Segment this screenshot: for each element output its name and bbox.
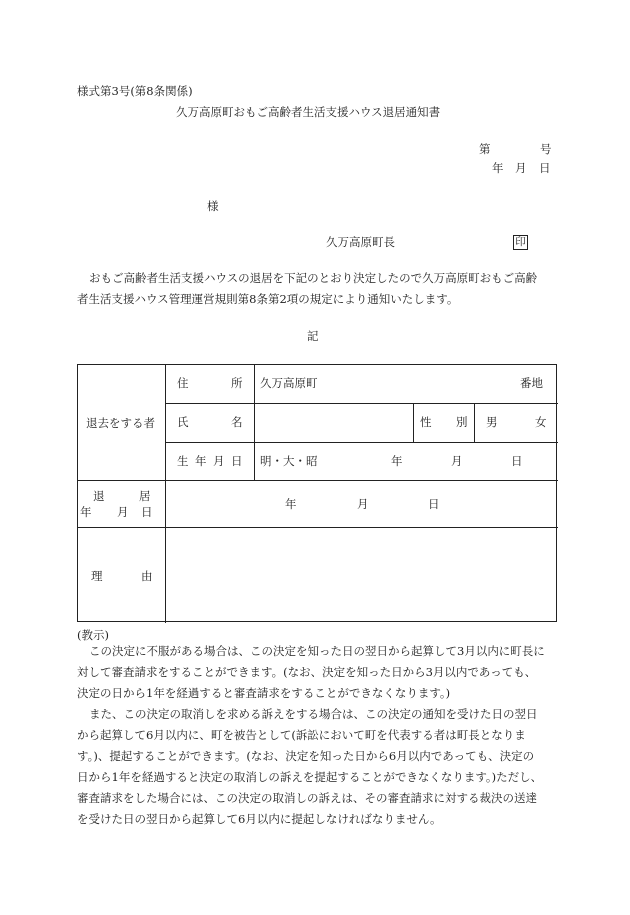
- exit-day: 日: [428, 497, 440, 511]
- sender-name: 久万高原町長: [326, 235, 395, 249]
- address-label: 住: [177, 376, 189, 390]
- document-title: 久万高原町おもご高齢者生活支援ハウス退居通知書: [176, 105, 441, 119]
- exit-year: 年: [285, 497, 297, 511]
- body-line-2: 者生活支援ハウス管理運営規則第8条第2項の規定により通知いたします。: [77, 292, 459, 306]
- exit-label-3: 年: [80, 505, 92, 519]
- notice-line: この決定に不服がある場合は、この決定を知った日の翌日から起算して3月以内に町長に: [89, 644, 545, 658]
- name-label-1: 氏: [177, 415, 189, 429]
- notice-line: 対して審査請求をすることができます。(なお、決定を知った日から3月以内であっても、: [77, 665, 537, 679]
- date-month: 月: [515, 161, 527, 175]
- birth-label-2: 年: [195, 454, 207, 468]
- address-town: 久万高原町: [260, 376, 318, 390]
- exit-month: 月: [357, 497, 369, 511]
- birth-label-4: 日: [231, 454, 243, 468]
- notice-line: 日から1年を経過すると決定の取消しの訴えを提起することができなくなります。)ただし、: [77, 770, 543, 784]
- birth-era[interactable]: 明・大・昭: [260, 454, 318, 468]
- name-label-2: 名: [231, 415, 243, 429]
- body-line-1: おもご高齢者生活支援ハウスの退居を下記のとおり決定したので久万高原町おもご高齢: [89, 271, 538, 285]
- gender-male[interactable]: 男: [486, 415, 498, 429]
- notice-line: から起算して6月以内に、町を被告として(訴訟において町を代表する者は町長となりま: [77, 728, 526, 742]
- notice-heading: (教示): [77, 628, 109, 642]
- exit-label-1: 退: [93, 489, 105, 503]
- recipient-sama: 様: [207, 199, 219, 213]
- birth-day: 日: [511, 454, 523, 468]
- date-year: 年: [492, 161, 504, 175]
- notice-line: す。)、提起することができます。(なお、決定を知った日から6月以内であっても、決定の: [77, 749, 535, 763]
- birth-label-3: 月: [213, 454, 225, 468]
- seal-stamp: 印: [513, 235, 528, 250]
- name-field[interactable]: [255, 403, 411, 440]
- body-paragraph: [77, 268, 555, 310]
- person-label: 退去をする者: [86, 416, 155, 430]
- ki-heading: 記: [307, 329, 319, 343]
- form-number: 様式第3号(第8条関係): [77, 84, 193, 98]
- notice-line: 審査請求をした場合には、この決定の取消しの訴えは、その審査請求に対する裁決の送達: [77, 791, 537, 805]
- notice-line: を受けた日の翌日から起算して6月以内に提起しなければなりません。: [77, 812, 442, 826]
- notice-line: また、この決定の取消しを求める訴えをする場合は、この決定の通知を受けた日の翌日: [89, 707, 538, 721]
- notice-paragraph: [77, 641, 555, 830]
- gender-female[interactable]: 女: [535, 415, 547, 429]
- notice-line: 決定の日から1年を経過すると審査請求をすることができなくなります。): [77, 686, 451, 700]
- address-label-2: 所: [231, 376, 243, 390]
- date-day: 日: [539, 161, 551, 175]
- exit-label-5: 日: [141, 505, 153, 519]
- exit-label-2: 居: [139, 489, 151, 503]
- birth-year: 年: [391, 454, 403, 468]
- reason-label-1: 理: [91, 569, 103, 583]
- reason-label-2: 由: [141, 569, 153, 583]
- gender-label-1: 性: [420, 415, 432, 429]
- doc-number-gou: 号: [540, 142, 552, 156]
- birth-label-1: 生: [177, 454, 189, 468]
- exit-label-4: 月: [117, 505, 129, 519]
- address-banchi: 番地: [520, 376, 543, 390]
- reason-field[interactable]: [166, 528, 554, 620]
- gender-label-2: 別: [456, 415, 468, 429]
- birth-month: 月: [451, 454, 463, 468]
- doc-number-dai: 第: [479, 142, 491, 156]
